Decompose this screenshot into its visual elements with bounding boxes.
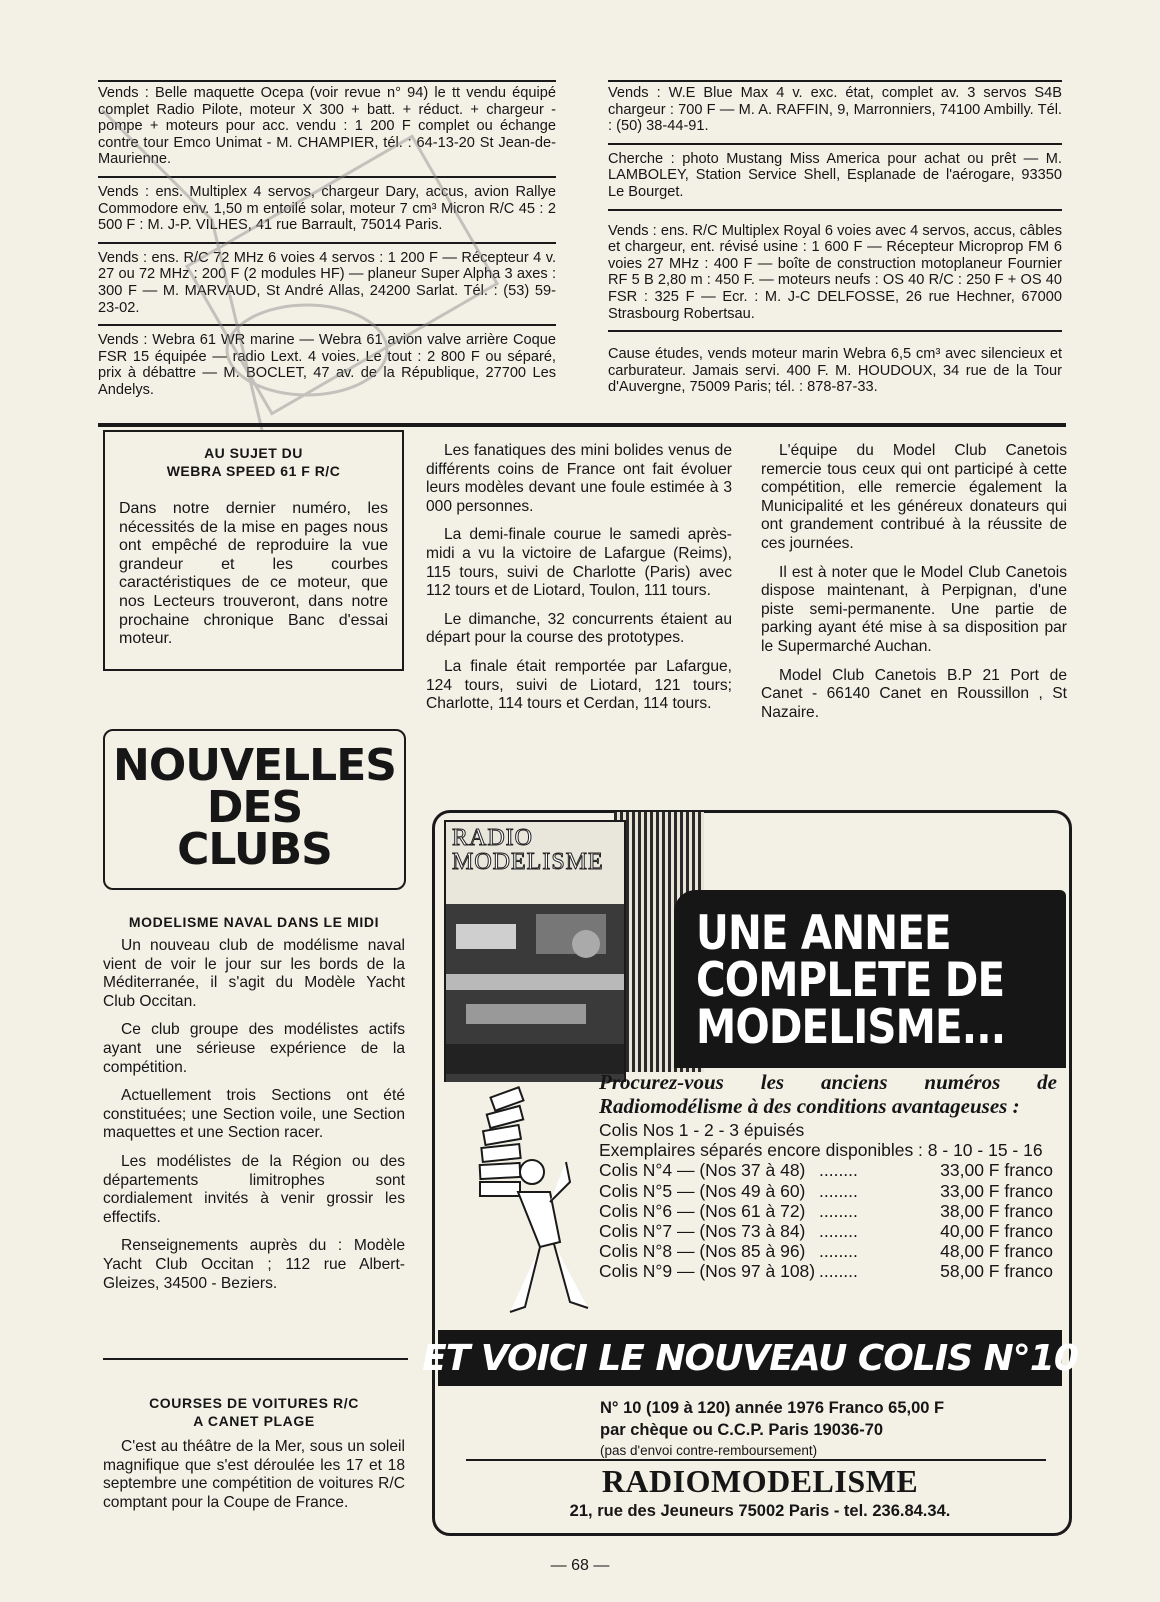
classifieds-right	[608, 85, 1062, 396]
classified-rule	[608, 143, 1062, 145]
classified-rule	[608, 80, 1062, 82]
magazine-stack-image	[444, 812, 706, 1080]
publisher-block	[460, 1462, 1060, 1522]
colis-price: 40,00 F franco	[940, 1221, 1053, 1242]
article-paragraph: Un nouveau club de modélisme naval vient de voir le jour sur les bords de la Méditerranée, il s'agit du Modèle Yacht Club Occitan.	[103, 937, 405, 1010]
courses-heading-line2: A CANET PLAGE	[193, 1413, 315, 1429]
colis-label: Colis N°4 — (Nos 37 à 48)	[599, 1160, 806, 1181]
leader-dots: ........	[819, 1261, 858, 1282]
colis-price: 33,00 F franco	[940, 1160, 1053, 1181]
article-paragraph: Le dimanche, 32 concurrents étaient au départ pour la course des prototypes.	[426, 610, 732, 647]
naval-heading: MODELISME NAVAL DANS LE MIDI	[128, 914, 380, 930]
courses-article	[103, 1394, 405, 1522]
watermark-stamp	[92, 100, 512, 440]
leader-dots: ........	[819, 1200, 858, 1221]
delivery-man-illustration	[470, 1082, 600, 1322]
ad-headline-line3: MODELISME...	[696, 1000, 1006, 1055]
webra-body: Dans notre dernier numéro, les nécessités de la mise en pages nous ont empêché de reproduire la vue grandeur et les courbes caractéristiques de ce moteur, que nos Lecteurs trouveront, dans notre prochaine chronique Banc d'essai moteur.	[119, 500, 388, 648]
classified-ad: Vends : ens. Multiplex 4 servos, chargeur Dary, accus, avion Rallye Commodore env. 1,50 m entoilé solar, moteur 7 cm³ Micron R/C 45 : 2 500 F : M. J-P. VILHES, 41 rue Barrault, 75014 Paris.	[98, 183, 556, 234]
banner-text: ET VOICI LE NOUVEAU COLIS N°10	[422, 1337, 1078, 1379]
leader-dots: ........	[819, 1180, 858, 1201]
courses-heading-line1: COURSES DE VOITURES R/C	[149, 1395, 359, 1411]
article-paragraph: C'est au théâtre de la Mer, sous un soleil magnifique que s'est déroulée les 17 et 18 septembre une compétition de voitures R/C comptant pour la Coupe de France.	[103, 1438, 405, 1511]
magazine-title-line2: MODELISME	[452, 849, 604, 875]
classified-rule	[98, 80, 556, 82]
ad-epuises: Colis Nos 1 - 2 - 3 épuisés	[599, 1120, 805, 1140]
classified-ad: Cherche : photo Mustang Miss America pour achat ou prêt — M. LAMBOLEY, Station Service Shell, Esplanade de l'aérogare, 93350 Le Bourget.	[608, 150, 1062, 200]
publisher-brand: RADIOMODELISME	[601, 1463, 919, 1499]
article-paragraph: Actuellement trois Sections ont été constituées; une Section voile, une Section maquettes et une Section racer.	[103, 1087, 405, 1142]
article-divider	[103, 1358, 408, 1360]
clubs-title-line2: DES	[206, 782, 303, 833]
article-paragraph: Ce club groupe des modélistes actifs ayant une sérieuse expérience de la compétition.	[103, 1021, 405, 1076]
colis-row	[599, 1241, 1057, 1261]
naval-article	[103, 913, 405, 1303]
ad-headline-block	[674, 890, 1066, 1068]
leader-dots: ........	[819, 1160, 858, 1181]
webra-title-line1: AU SUJET DU	[204, 445, 303, 461]
classified-rule	[608, 330, 1062, 332]
colis-label: Colis N°6 — (Nos 61 à 72)	[599, 1200, 806, 1221]
classified-ad: Vends : ens. R/C 72 MHz 6 voies 4 servos : 1 200 F — Récepteur 4 v. 27 ou 72 MHz : 200 F (2 modules HF) — planeur Super Alpha 3 axes : 300 F — M. MARVAUD, St André Allas, 24200 Sarlat. Tél. : (53) 59-23-02.	[98, 249, 556, 316]
classified-ad: Cause études, vends moteur marin Webra 6,5 cm³ avec silencieux et carburateur. Jamais servi. 400 F. M. HOUDOUX, 34 rue de la Tour d'Auvergne, 75009 Paris; tél. : 878-87-33.	[608, 346, 1062, 396]
classified-ad: Vends : W.E Blue Max 4 v. exc. état, complet av. 3 servos S4B chargeur : 700 F — M. A. RAFFIN, 9, Marronniers, 74100 Ambilly. Tél. : (50) 38-44-91.	[608, 85, 1062, 135]
article-paragraph: Il est à noter que le Model Club Canetois dispose maintenant, à Perpignan, d'une piste semi-permanente. Une partie de parking ayant été mise à sa disposition par le Supermarché Auchan.	[761, 563, 1067, 655]
new-colis-banner	[422, 1330, 1078, 1386]
classified-rule	[608, 209, 1062, 211]
colis-price: 38,00 F franco	[940, 1200, 1053, 1221]
colis-price: 33,00 F franco	[940, 1180, 1053, 1201]
colis10-line2: par chèque ou C.C.P. Paris 19036-70	[600, 1421, 884, 1439]
article-paragraph: Les modélistes de la Région ou des départements limitrophes sont cordialement invités à venir grossir les effectifs.	[103, 1152, 405, 1226]
ad-separes: Exemplaires séparés encore disponibles : 8 - 10 - 15 - 16	[599, 1140, 1043, 1161]
leader-dots: ........	[819, 1241, 858, 1262]
colis10-note: (pas d'envoi contre-remboursement)	[600, 1443, 818, 1458]
article-paragraph: La finale était remportée par Lafargue, 124 tours, suivi de Liotard, 121 tours; Charlotte, 114 tours et Cerdan, 114 tours.	[426, 657, 732, 713]
article-paragraph: L'équipe du Model Club Canetois remercie tous ceux qui ont participé à cette compétition, elle remercie également la Municipalité et les généreux donateurs qui ont grandement contribué à la réussite de ces journées.	[761, 442, 1067, 552]
colis-label: Colis N°5 — (Nos 49 à 60)	[599, 1180, 806, 1201]
colis-row	[599, 1181, 1057, 1201]
colis10-details	[600, 1397, 1060, 1461]
ad-divider	[466, 1459, 1046, 1461]
colis-label: Colis N°8 — (Nos 85 à 96)	[599, 1241, 806, 1262]
colis-row	[599, 1261, 1057, 1281]
middle-column	[426, 442, 732, 724]
page-number: — 68 —	[550, 1557, 610, 1574]
ad-headline-line1: UNE ANNEE	[696, 906, 951, 961]
colis10-line1: N° 10 (109 à 120) année 1976 Franco 65,00 F	[600, 1399, 945, 1417]
colis-label: Colis N°7 — (Nos 73 à 84)	[599, 1221, 806, 1242]
colis-row	[599, 1201, 1057, 1221]
colis-row	[599, 1221, 1057, 1241]
article-paragraph: Renseignements auprès du : Modèle Yacht Club Occitan ; 112 rue Albert-Gleizes, 34500 - Beziers.	[103, 1237, 405, 1292]
classified-ad: Vends : Belle maquette Ocepa (voir revue n° 94) le tt vendu équipé complet Radio Pilote, moteur X 300 + batt. + réduct. + chargeur - pompe + moteurs pour acc. vendu : 1 200 F complet ou échange contre tour Emco Unimat - M. CHAMPIER, tél. : 64-13-20 St Jean-de-Maurienne.	[98, 85, 556, 168]
article-paragraph: Les fanatiques des mini bolides venus de différents coins de France ont fait évoluer leurs modèles devant une foule estimée à 3 000 personnes.	[426, 442, 732, 515]
right-column	[761, 442, 1067, 732]
clubs-title-line3: CLUBS	[177, 824, 332, 875]
article-paragraph: Model Club Canetois B.P 21 Port de Canet - 66140 Canet en Roussillon , St Nazaire.	[761, 666, 1067, 721]
clubs-title-box	[103, 729, 406, 890]
webra-note-box	[103, 430, 404, 671]
classified-ad: Vends : ens. R/C Multiplex Royal 6 voies avec 4 servos, accus, câbles et chargeur, ent. révisé usine : 1 600 F — Récepteur Microprop FM 6 voies 27 MHz : 400 F — boîte de construction motoplaneur Fournier RF 5 B 2,80 m : 450 F. — moteurs neufs : OS 40 R/C : 250 F + OS 40 FSR : 325 F — Ecr. : M. J-C DELFOSSE, 26 rue Hechner, 67000 Strasbourg Robertsau.	[608, 222, 1062, 322]
colis-label: Colis N°9 — (Nos 97 à 108)	[599, 1261, 816, 1282]
publisher-address: 21, rue des Jeuneurs 75002 Paris - tel. 236.84.34.	[569, 1502, 951, 1520]
leader-dots: ........	[819, 1221, 858, 1242]
webra-title-line2: WEBRA SPEED 61 F R/C	[166, 463, 341, 479]
ad-offer-text	[599, 1070, 1057, 1282]
colis-price: 58,00 F franco	[940, 1261, 1053, 1282]
colis-row	[599, 1160, 1057, 1180]
clubs-title-line1: NOUVELLES	[113, 740, 396, 791]
magazine-title-line1: RADIO	[452, 825, 533, 851]
article-paragraph: La demi-finale courue le samedi après-midi a vu la victoire de Lafargue (Reims), 115 tours, suivi de Charlotte (Paris) avec 112 tours et de Liotard, Toulon, 111 tours.	[426, 526, 732, 600]
section-divider	[98, 423, 1066, 427]
classified-ad: Vends : Webra 61 WR marine — Webra 61 avion valve arrière Coque FSR 15 équipée — radio Lext. 4 voies. Le tout : 2 800 F ou séparé, prix à débattre — M. BOCLET, 47 av. de la République, 27700 Les Andelys.	[98, 332, 556, 398]
colis-price: 48,00 F franco	[940, 1241, 1053, 1262]
ad-intro: Procurez-vous les anciens numéros de Radiomodélisme à des conditions avantageuses :	[599, 1070, 1057, 1118]
ad-headline-line2: COMPLETE DE	[696, 953, 1005, 1008]
